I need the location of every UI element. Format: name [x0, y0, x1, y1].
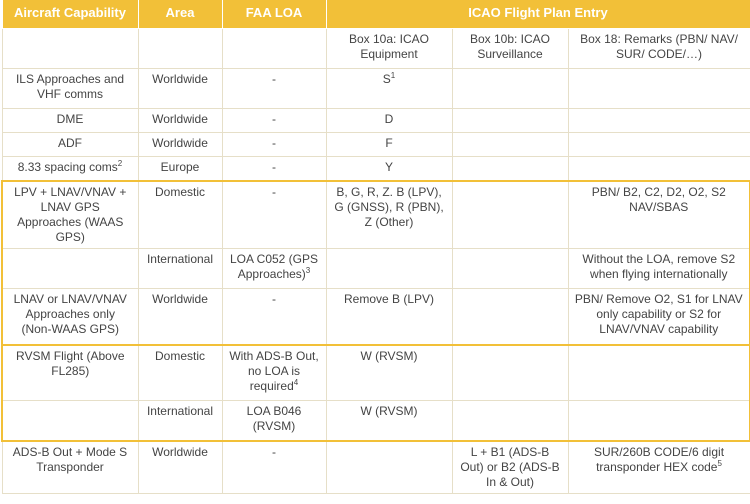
cell-area: Europe — [138, 157, 222, 181]
cell-area: International — [138, 249, 222, 289]
cell-box-10b — [452, 133, 568, 157]
cell-loa: - — [222, 157, 326, 181]
table-row — [2, 249, 750, 289]
cell-area: Domestic — [138, 181, 222, 249]
cell-loa: - — [222, 441, 326, 494]
table-row — [2, 133, 750, 157]
cell-box-18: Without the LOA, remove S2 when flying internationally — [568, 249, 750, 289]
cell-box-10a: $S^1$ — [326, 69, 452, 109]
cell-area: Worldwide — [138, 289, 222, 345]
cell-box-10b — [452, 345, 568, 401]
header-faa-loa: FAA LOA — [222, 0, 326, 29]
cell-box-18: PBN/ B2, C2, D2, O2, S2 NAV/SBAS — [568, 181, 750, 249]
table-row — [2, 157, 750, 181]
footnote-marker: 2 — [117, 159, 123, 168]
cell-box-10a: W (RVSM) — [326, 401, 452, 441]
cell-loa: - — [222, 133, 326, 157]
subheader-box-18: Box 18: Remarks (PBN/ NAV/ SUR/ CODE/…) — [568, 29, 750, 69]
header-icao-flight-plan-entry: ICAO Flight Plan Entry — [326, 0, 750, 29]
table-row — [2, 181, 750, 249]
cell-capability — [2, 249, 138, 289]
cell-loa: - — [222, 69, 326, 109]
cell-box-18 — [568, 69, 750, 109]
cell-box-10a: Y — [326, 157, 452, 181]
subheader-box-10a: Box 10a: ICAO Equipment — [326, 29, 452, 69]
cell-capability: LPV + LNAV/VNAV + LNAV GPS Approaches (WAAS GPS) — [2, 181, 138, 249]
cell-box-18 — [568, 109, 750, 133]
cell-box-18 — [568, 157, 750, 181]
cell-loa: - — [222, 289, 326, 345]
cell-area: International — [138, 401, 222, 441]
cell-box-10b — [452, 69, 568, 109]
cell-box-10a: D — [326, 109, 452, 133]
cell-loa: LOA C052 (GPS Approaches)$^3$ — [222, 249, 326, 289]
cell-box-10b — [452, 157, 568, 181]
cell-area: Domestic — [138, 345, 222, 401]
cell-box-10a: B, G, R, Z. B (LPV), G (GNSS), R (PBN), Z (Other) — [326, 181, 452, 249]
cell-loa: - — [222, 181, 326, 249]
header-row — [2, 0, 750, 29]
cell-capability: ILS Approaches and VHF comms — [2, 69, 138, 109]
cell-box-10b — [452, 401, 568, 441]
cell-capability: LNAV or LNAV/VNAV Approaches only (Non-WAAS GPS) — [2, 289, 138, 345]
table-row — [2, 441, 750, 494]
cell-loa: - — [222, 109, 326, 133]
cell-box-18 — [568, 401, 750, 441]
cell-capability: ADS-B Out + Mode S Transponder — [2, 441, 138, 494]
cell-area: Worldwide — [138, 441, 222, 494]
cell-box-10a: F — [326, 133, 452, 157]
header-area: Area — [138, 0, 222, 29]
table-row — [2, 289, 750, 345]
cell-capability — [2, 401, 138, 441]
cell-box-18: SUR/260B CODE/6 digit transponder HEX code$^5$ — [568, 441, 750, 494]
cell-box-10a: Remove B (LPV) — [326, 289, 452, 345]
cell-capability: DME — [2, 109, 138, 133]
footnote-marker: 1 — [390, 71, 396, 80]
cell-box-10b — [452, 289, 568, 345]
cell-capability: 8.33 spacing coms$^2$ — [2, 157, 138, 181]
cell-area: Worldwide — [138, 109, 222, 133]
table-row — [2, 69, 750, 109]
cell-box-10a — [326, 249, 452, 289]
footnote-marker: 3 — [305, 266, 311, 275]
icao-flight-plan-table — [1, 0, 750, 494]
cell-box-10b — [452, 181, 568, 249]
cell-box-18 — [568, 133, 750, 157]
footnote-marker: 5 — [717, 458, 722, 468]
cell-capability: RVSM Flight (Above FL285) — [2, 345, 138, 401]
cell-loa: With ADS-B Out, no LOA is required$^4$ — [222, 345, 326, 401]
cell-box-10a: W (RVSM) — [326, 345, 452, 401]
cell-loa: LOA B046 (RVSM) — [222, 401, 326, 441]
footnote-marker: 4 — [293, 377, 299, 387]
cell-box-18 — [568, 345, 750, 401]
cell-area: Worldwide — [138, 69, 222, 109]
cell-capability: ADF — [2, 133, 138, 157]
table-row — [2, 345, 750, 401]
table-row — [2, 109, 750, 133]
header-aircraft-capability: Aircraft Capability — [2, 0, 138, 29]
cell-box-10a — [326, 441, 452, 494]
cell-box-10b: L + B1 (ADS-B Out) or B2 (ADS-B In & Out) — [452, 441, 568, 494]
cell-box-10b — [452, 109, 568, 133]
table-row — [2, 401, 750, 441]
subheader-row — [2, 29, 750, 69]
cell-area: Worldwide — [138, 133, 222, 157]
subheader-box-10b: Box 10b: ICAO Surveillance — [452, 29, 568, 69]
cell-box-10b — [452, 249, 568, 289]
cell-box-18: PBN/ Remove O2, S1 for LNAV only capability or S2 for LNAV/VNAV capability — [568, 289, 750, 345]
